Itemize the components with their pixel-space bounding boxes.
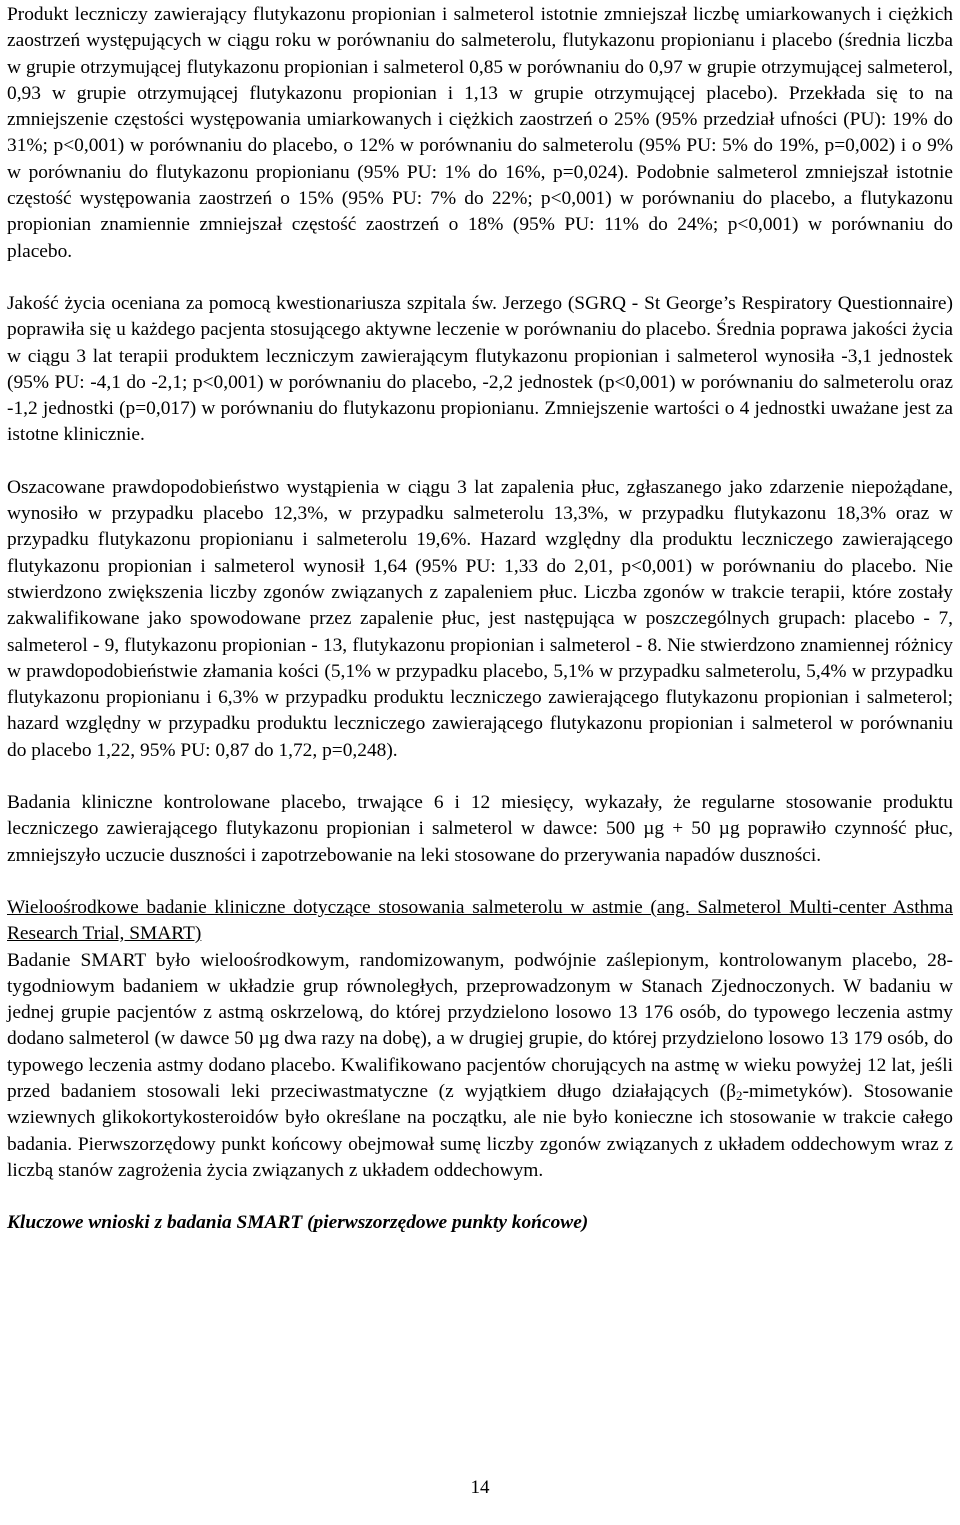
smart-text-part-2: -mimetyków). Stosowanie wziewnych glikokortykosteroidów było określane na początku, ale nie było konieczne ich stosowanie w trakcie całego badania. Pierwszorzędowy punkt końcowy obejmował sumę liczby zgonów związanych z układem oddechowym wraz z liczbą stanów zagrożenia życia związanych z układem oddechowym. [7,1080,953,1181]
page-number: 14 [470,1477,490,1498]
smart-text-part-1: Badanie SMART było wieloośrodkowym, randomizowanym, podwójnie zaślepionym, kontrolowanym placebo, 28-tygodniowym badaniem w układzie grup równoległych, przeprowadzonym w Stanach Zjednoczonych. W badaniu w jednej grupie pacjentów z astmą oskrzelową, do której przydzielono losowo 13 176 osób, do typowego leczenia astmy dodano salmeterol (w dawce 50 µg dwa razy na dobę), a w drugiej grupie, do której przydzielono losowo 13 179 osób, do typowego leczenia astmy dodano placebo. Kwalifikowano pacjentów chorujących na astmę w wieku powyżej 12 lat, jeśli przed badaniem stosowali leki przeciwastmatyczne (z wyjątkiem długo działających (β [7,949,953,1102]
beta-subscript: 2 [735,1087,743,1103]
paragraph-clinical-trials: Badania kliniczne kontrolowane placebo, trwające 6 i 12 miesięcy, wykazały, że regularne stosowanie produktu leczniczego zawierającego flutykazonu propionian i salmeterol w dawce: 500 µg + 50 µg poprawiło czynność płuc, zmniejszyło uczucie duszności i zapotrzebowanie na leki stosowane do przerywania napadów duszności. [7,792,953,866]
paragraph-exacerbations: Produkt leczniczy zawierający flutykazonu propionian i salmeterol istotnie zmniejszał liczbę umiarkowanych i ciężkich zaostrzeń występujących w ciągu roku w porównaniu do salmeterolu, flutykazonu propionianu i placebo (średnia liczba w grupie otrzymującej flutykazonu propionian i salmeterol 0,85 w porównaniu do 0,97 w grupie otrzymującej salmeterol, 0,93 w grupie otrzymującej flutykazonu propionian i 1,13 w grupie otrzymującej placebo). Przekłada się to na zmniejszenie częstości występowania umiarkowanych i ciężkich zaostrzeń o 25% (95% przedział ufności (PU): 19% do 31%; p<0,001) w porównaniu do placebo, o 12% w porównaniu do salmeterolu (95% PU: 5% do 19%, p=0,002) i o 9% w porównaniu do flutykazonu propionianu (95% PU: 1% do 16%, p=0,024). Podobnie salmeterol zmniejszał istotnie częstość występowania zaostrzeń o 15% (95% PU: 7% do 22%; p<0,001) w porównaniu do placebo, a flutykazonu propionian znamiennie zmniejszał częstość zaostrzeń o 18% (95% PU: 11% do 24%; p<0,001) w porównaniu do placebo. [7,4,953,262]
smart-description [7,948,953,1185]
paragraph-quality-of-life: Jakość życia oceniana za pomocą kwestionariusza szpitala św. Jerzego (SGRQ - St George’s Respiratory Questionnaire) poprawiła się u każdego pacjenta stosującego aktywne leczenie w porównaniu do placebo. Średnia poprawa jakości życia w ciągu 3 lat terapii produktem leczniczym zawierającym flutykazonu propionian i salmeterol wynosiła -3,1 jednostek (95% PU: -4,1 do -2,1; p<0,001) w porównaniu do placebo, -2,2 jednostek (p<0,001) w porównaniu do salmeterolu oraz -1,2 jednostki (p=0,017) w porównaniu do flutykazonu propionianu. Zmniejszenie wartości o 4 jednostki uważane jest za istotne klinicznie. [7,292,953,446]
document-page [7,0,953,1236]
paragraph-pneumonia: Oszacowane prawdopodobieństwo wystąpienia w ciągu 3 lat zapalenia płuc, zgłaszanego jako zdarzenie niepożądane, wynosiło w przypadku placebo 12,3%, w przypadku salmeterolu 13,3%, w przypadku flutykazonu 18,3% oraz w przypadku flutykazonu propionianu i salmeterolu 19,6%. Hazard względny dla produktu leczniczego zawierającego flutykazonu propionian i salmeterol wynosił 1,64 (95% PU: 1,33 do 2,01, p<0,001) w porównaniu do placebo. Nie stwierdzono zwiększenia liczby zgonów związanych z zapaleniem płuc. Liczba zgonów w trakcie terapii, które zostały zakwalifikowane jako spowodowane przez zapalenie płuc, jest następująca w poszczególnych grupach: placebo - 7, salmeterol - 9, flutykazonu propionian - 13, flutykazonu propionian i salmeterol - 8. Nie stwierdzono znamiennej różnicy w prawdopodobieństwie złamania kości (5,1% w przypadku placebo, 5,1% w przypadku salmeterolu, 5,4% w przypadku flutykazonu propionianu i 6,3% w przypadku produktu leczniczego zawierającego flutykazonu propionian i salmeterol; hazard względny w przypadku produktu leczniczego zawierającego flutykazonu propionian i salmeterol w porównaniu do placebo 1,22, 95% PU: 0,87 do 1,72, p=0,248). [7,476,953,761]
smart-section-heading: Wieloośrodkowe badanie kliniczne dotyczące stosowania salmeterolu w astmie (ang. Salmeterol Multi-center Asthma Research Trial, SMART) [7,896,953,945]
key-conclusions-heading: Kluczowe wnioski z badania SMART (pierwszorzędowe punkty końcowe) [7,1212,589,1234]
